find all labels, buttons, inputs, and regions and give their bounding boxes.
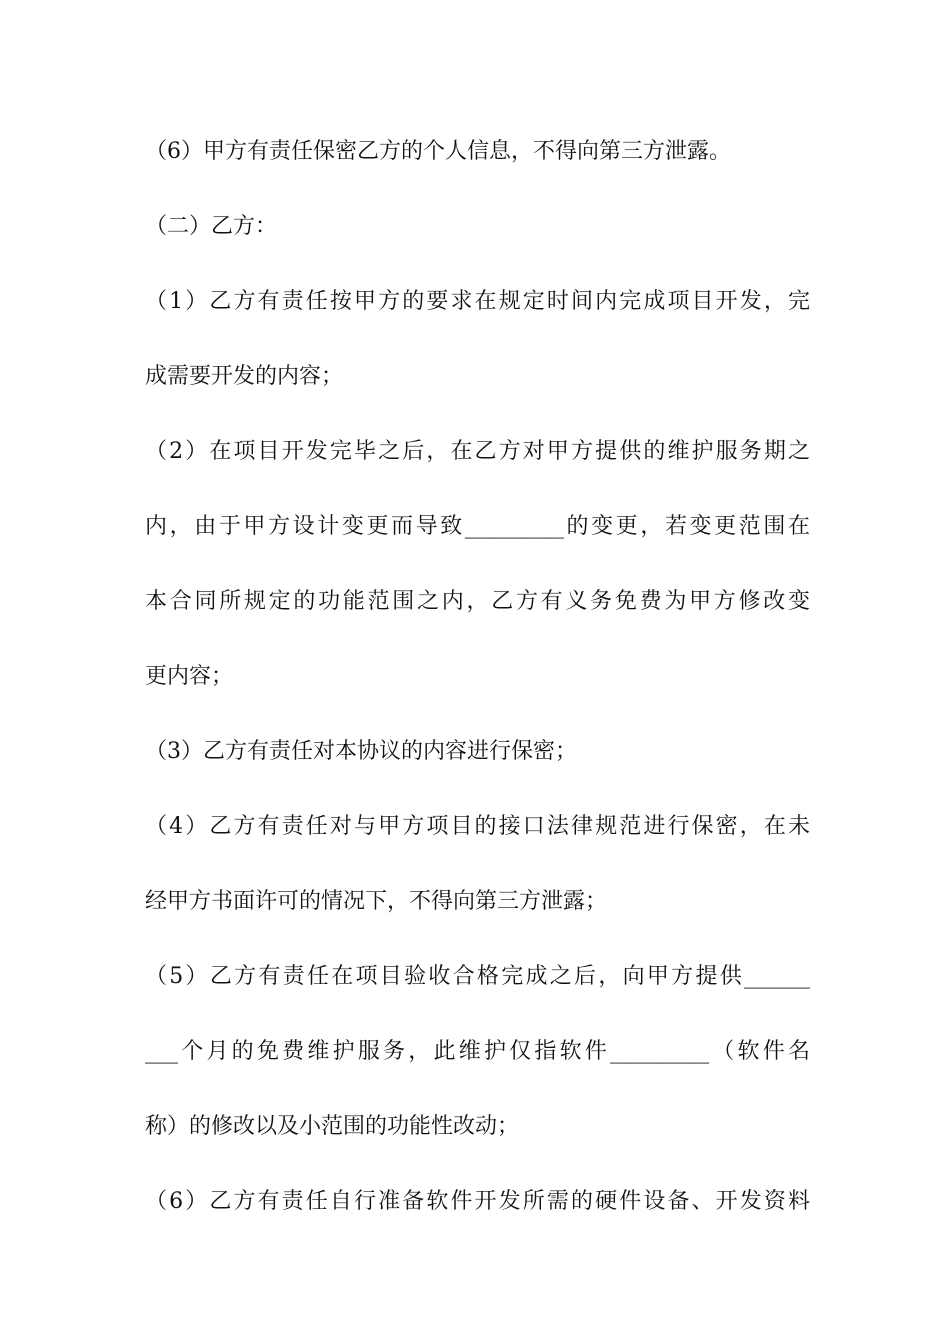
- text-line: ___个月的免费维护服务，此维护仅指软件_________（软件名: [145, 1039, 810, 1064]
- text-line: （3）乙方有责任对本协议的内容进行保密；: [145, 739, 577, 764]
- text-line: 成需要开发的内容；: [145, 364, 344, 389]
- text-line: 内，由于甲方设计变更而导致_________的变更，若变更范围在: [145, 514, 810, 539]
- text-line: 本合同所规定的功能范围之内，乙方有义务免费为甲方修改变: [145, 589, 810, 614]
- text-line: 称）的修改以及小范围的功能性改动；: [145, 1114, 520, 1139]
- text-line: （1）乙方有责任按甲方的要求在规定时间内完成项目开发，完: [145, 289, 810, 314]
- text-line: （4）乙方有责任对与甲方项目的接口法律规范进行保密，在未: [145, 814, 810, 839]
- text-line: （6）乙方有责任自行准备软件开发所需的硬件设备、开发资料: [145, 1189, 810, 1214]
- text-line: 经甲方书面许可的情况下，不得向第三方泄露；: [145, 889, 608, 914]
- text-line: （5）乙方有责任在项目验收合格完成之后，向甲方提供______: [145, 964, 810, 989]
- text-line: （二）乙方：: [145, 214, 278, 239]
- text-line: 更内容；: [145, 664, 234, 689]
- text-line: （2）在项目开发完毕之后，在乙方对甲方提供的维护服务期之: [145, 439, 810, 464]
- text-line: （6）甲方有责任保密乙方的个人信息，不得向第三方泄露。: [145, 139, 731, 164]
